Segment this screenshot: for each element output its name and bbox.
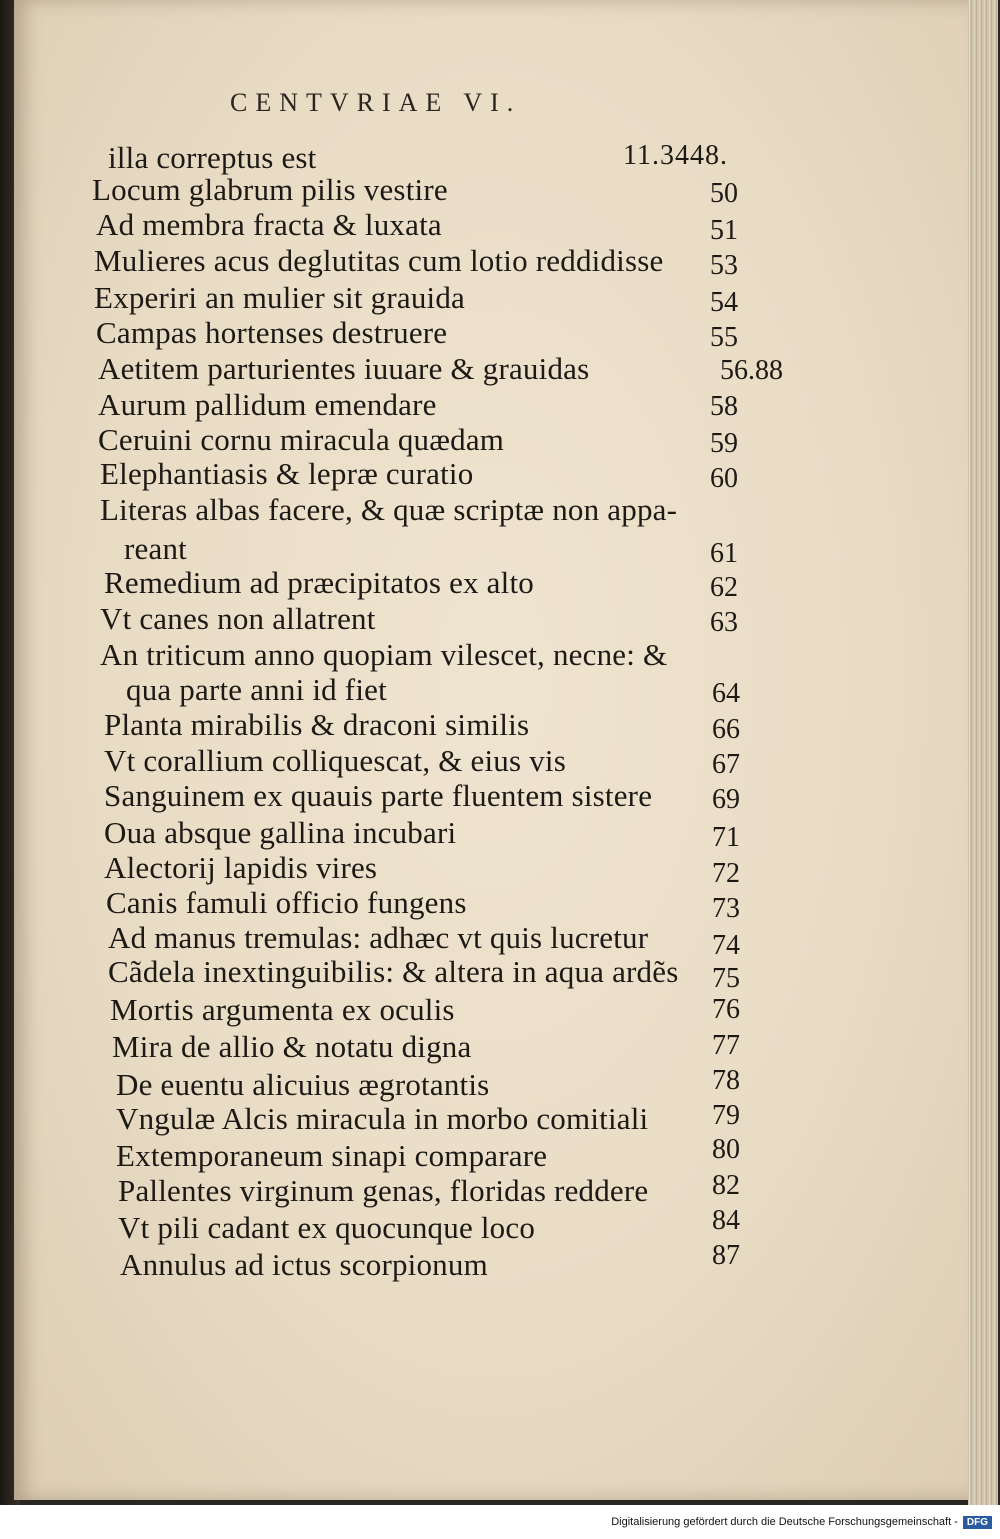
index-entry-text: Vt corallium colliquescat, & eius vis	[104, 743, 566, 778]
index-entry-page: 71	[712, 822, 740, 853]
index-entry-text: Cãdela inextinguibilis: & altera in aqua ardẽs	[108, 954, 679, 989]
index-entry-text: Vt canes non allatrent	[100, 601, 376, 636]
index-entry-text: Mortis argumenta ex oculis	[110, 992, 455, 1027]
index-entry-text: Experiri an mulier sit grauida	[94, 280, 465, 315]
index-entry-page: 87	[712, 1240, 740, 1271]
index-entry-text: An triticum anno quopiam vilescet, necne: &	[100, 637, 668, 672]
index-entry-text: Locum glabrum pilis vestire	[92, 172, 448, 207]
index-entry-page: 63	[710, 607, 738, 638]
index-entry-text: Planta mirabilis & draconi similis	[104, 707, 530, 742]
index-entry-text: Elephantiasis & lepræ curatio	[100, 456, 474, 491]
index-entry-page: 11.3448.	[623, 140, 728, 171]
index-entry-text: Aurum pallidum emendare	[98, 387, 437, 422]
index-entry-page: 67	[712, 749, 740, 780]
index-entry-text: Ceruini cornu miracula quædam	[98, 422, 505, 457]
index-entry-page: 56.88	[720, 355, 783, 386]
index-entry-page: 69	[712, 784, 740, 815]
index-entry-page: 76	[712, 994, 740, 1025]
index-entry-page: 82	[712, 1170, 740, 1201]
index-entry-page: 84	[712, 1205, 740, 1236]
index-entry-text: De euentu alicuius ægrotantis	[116, 1067, 490, 1102]
index-entry-text: Mulieres acus deglutitas cum lotio reddidisse	[94, 243, 664, 278]
index-entry-page: 62	[710, 572, 738, 603]
dfg-logo-icon: DFG	[963, 1516, 992, 1529]
index-entry-page: 50	[710, 178, 738, 209]
index-entry-text: qua parte anni id fiet	[126, 672, 387, 707]
index-entry-text: Vngulæ Alcis miracula in morbo comitiali	[116, 1101, 649, 1136]
index-entry-text: Ad manus tremulas: adhæc vt quis lucretur	[108, 920, 649, 955]
index-entry-page: 72	[712, 858, 740, 889]
index-entry-text: Vt pili cadant ex quocunque loco	[118, 1210, 536, 1245]
index-entry-page: 78	[712, 1065, 740, 1096]
index-entry-text: Aetitem parturientes iuuare & grauidas	[98, 351, 590, 386]
index-entry-text: Extemporaneum sinapi comparare	[116, 1138, 548, 1173]
index-entry-text: Canis famuli officio fungens	[106, 885, 467, 920]
index-entry-page: 61	[710, 538, 738, 569]
index-entry-page: 58	[710, 391, 738, 422]
index-entry-page: 60	[710, 463, 738, 494]
index-entry-text: Oua absque gallina incubari	[104, 815, 457, 850]
index-entry-page: 53	[710, 250, 738, 281]
index-entry-page: 75	[712, 963, 740, 994]
footer-credit-text: Digitalisierung gefördert durch die Deutsche Forschungsgemeinschaft -	[611, 1516, 958, 1528]
index-entry-text: Mira de allio & notatu digna	[112, 1029, 472, 1064]
index-entry-page: 77	[712, 1030, 740, 1061]
index-entry-page: 64	[712, 678, 740, 709]
index-entry-text: illa correptus est	[108, 140, 317, 175]
index-entry-page: 66	[712, 714, 740, 745]
index-entry-page: 54	[710, 287, 738, 318]
index-entry-text: Campas hortenses destruere	[96, 315, 448, 350]
index-entry-page: 80	[712, 1134, 740, 1165]
index-entry-text: Literas albas facere, & quæ scriptæ non appa-	[100, 492, 678, 527]
index-entry-text: Pallentes virginum genas, floridas reddere	[118, 1173, 649, 1208]
index-entry-page: 55	[710, 322, 738, 353]
index-entry-text: Remedium ad præcipitatos ex alto	[104, 565, 534, 600]
index-entry-text: reant	[124, 531, 187, 566]
footer-credit	[600, 1511, 992, 1533]
index-entry-page: 79	[712, 1100, 740, 1131]
index-entry-text: Ad membra fracta & luxata	[96, 207, 442, 242]
index-entry-page: 51	[710, 215, 738, 246]
index-entry-page: 59	[710, 428, 738, 459]
index-entry-text: Alectorij lapidis vires	[104, 850, 378, 885]
running-title: CENTVRIAE VI.	[230, 88, 522, 117]
index-entry-text: Annulus ad ictus scorpionum	[120, 1247, 488, 1282]
index-entry-page: 73	[712, 893, 740, 924]
index-entry-page: 74	[712, 930, 740, 961]
index-entry-text: Sanguinem ex quauis parte fluentem sistere	[104, 778, 653, 813]
